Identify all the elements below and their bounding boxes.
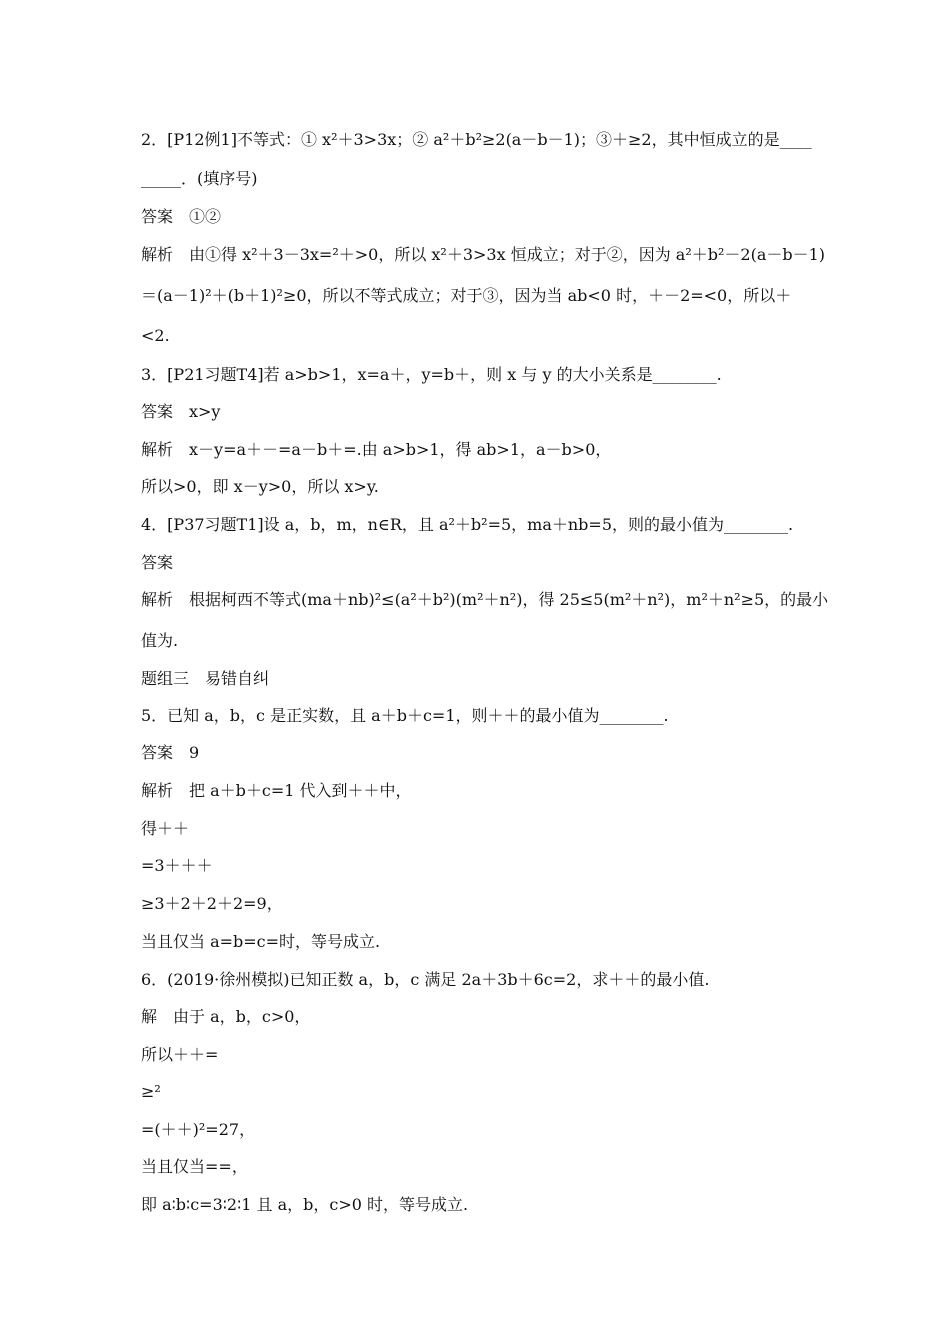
q5-analysis-4: ≥3＋2＋2＋2=9， [141,894,283,913]
q6-statement: 6．(2019·徐州模拟)已知正数 a，b，c 满足 2a＋3b＋6c=2，求＋＋的最小值. [141,970,710,989]
q2-answer: 答案 ①② [141,207,222,226]
q3-answer: 答案 x>y [141,402,221,421]
q5-analysis-5: 当且仅当 a=b=c=时，等号成立. [141,932,381,951]
q2-analysis-1: 解析 由①得 x²＋3－3x=²＋>0，所以 x²＋3>3x 恒成立；对于②，因为 a²＋b²－2(a－b－1) [141,245,826,264]
q2-analysis-2: ＝(a－1)²＋(b＋1)²≥0，所以不等式成立；对于③，因为当 ab<0 时，＋－2=<0，所以＋ [141,286,792,305]
q6-solution-6: 即 a∶b∶c=3∶2∶1 且 a，b，c>0 时，等号成立. [141,1195,469,1214]
q4-answer: 答案 [141,553,174,572]
q4-statement: 4．[P37习题T1]设 a，b，m，n∈R，且 a²＋b²=5，ma＋nb=5，则的最小值为________. [141,515,794,534]
q5-statement: 5．已知 a，b，c 是正实数，且 a＋b＋c=1，则＋＋的最小值为________. [141,706,669,725]
q6-solution-3: ≥² [141,1082,161,1101]
section-heading: 题组三 易错自纠 [141,669,270,688]
q5-analysis-3: =3＋＋＋ [141,856,213,875]
q6-solution-5: 当且仅当==， [141,1157,248,1176]
q5-answer: 答案 9 [141,743,200,762]
q6-solution-2: 所以＋＋= [141,1045,219,1064]
q5-analysis-2: 得＋＋ [141,819,190,838]
q3-analysis-2: 所以>0，即 x－y>0，所以 x>y. [141,477,379,496]
q2-analysis-3: <2. [141,326,170,345]
q2-statement: 2．[P12例1]不等式：① x²＋3>3x；② a²＋b²≥2(a－b－1)；③＋≥2，其中恒成立的是____ [141,130,812,149]
q2-statement-cont: _____．(填序号) [141,169,258,188]
q6-solution-4: =(＋＋)²=27， [141,1120,256,1139]
q4-analysis-2: 值为. [141,631,179,650]
q5-analysis-1: 解析 把 a＋b＋c=1 代入到＋＋中， [141,781,412,800]
q6-solution-1: 解 由于 a，b，c>0， [141,1007,311,1026]
q3-statement: 3．[P21习题T4]若 a>b>1，x=a＋，y=b＋，则 x 与 y 的大小关系是________. [141,365,722,384]
q4-analysis-1: 解析 根据柯西不等式(ma＋nb)²≤(a²＋b²)(m²＋n²)，得 25≤5(m²＋n²)，m²＋n²≥5，的最小 [141,590,829,609]
q3-analysis-1: 解析 x－y=a＋－=a－b＋=.由 a>b>1，得 ab>1，a－b>0， [141,440,612,459]
